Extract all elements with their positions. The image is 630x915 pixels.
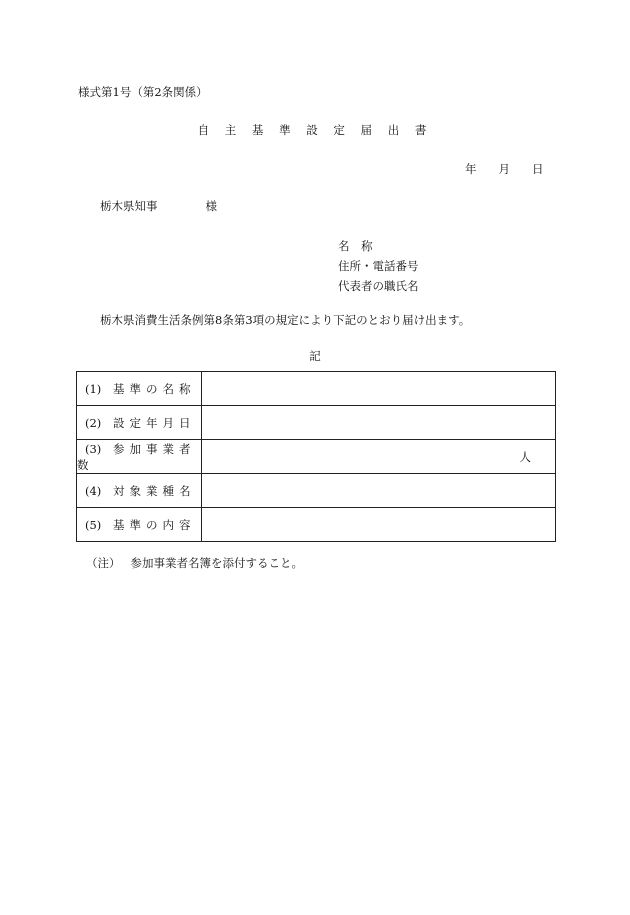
ki-heading: 記 bbox=[309, 349, 321, 363]
item-label: 設定年月日 bbox=[113, 415, 196, 430]
item-value-cell[interactable] bbox=[202, 406, 556, 440]
item-value-cell[interactable] bbox=[202, 508, 556, 542]
table-row bbox=[77, 372, 556, 406]
applicant-name-label: 名 称 bbox=[338, 239, 373, 253]
item-label-cell bbox=[77, 406, 202, 440]
item-label: 対象業種名 bbox=[113, 483, 196, 498]
table-row bbox=[77, 440, 556, 474]
item-number: (2) bbox=[85, 415, 102, 430]
items-table bbox=[76, 371, 556, 542]
item-value-cell[interactable] bbox=[202, 474, 556, 508]
date-line bbox=[443, 161, 544, 177]
item-label: 参加事業者数 bbox=[77, 441, 196, 472]
item-number: (1) bbox=[85, 381, 102, 396]
item-value-cell[interactable] bbox=[202, 372, 556, 406]
table-row bbox=[77, 508, 556, 542]
item-label-cell bbox=[77, 440, 202, 474]
month-label: 月 bbox=[498, 162, 510, 176]
applicant-address-phone-label: 住所・電話番号 bbox=[338, 259, 419, 273]
item-label: 基準の名称 bbox=[113, 381, 196, 396]
applicant-representative-label: 代表者の職氏名 bbox=[338, 279, 419, 293]
item-number: (4) bbox=[85, 483, 102, 498]
note bbox=[86, 555, 303, 571]
item-label-cell bbox=[77, 508, 202, 542]
day-label: 日 bbox=[532, 162, 544, 176]
item-number: (5) bbox=[85, 517, 102, 532]
item-unit: 人 bbox=[519, 449, 531, 464]
form-number: 様式第1号（第2条関係） bbox=[78, 85, 208, 99]
note-text: 参加事業者名簿を添付すること。 bbox=[130, 556, 303, 570]
item-number: (3) bbox=[85, 441, 102, 456]
addressee bbox=[100, 198, 217, 214]
item-value-cell[interactable] bbox=[202, 440, 556, 474]
table-row bbox=[77, 406, 556, 440]
addressee-name: 栃木県知事 bbox=[100, 199, 158, 213]
addressee-honorific: 様 bbox=[205, 199, 217, 213]
year-label: 年 bbox=[465, 162, 477, 176]
item-label-cell bbox=[77, 372, 202, 406]
table-row bbox=[77, 474, 556, 508]
item-label-cell bbox=[77, 474, 202, 508]
note-prefix: （注） bbox=[86, 556, 121, 570]
item-label: 基準の内容 bbox=[113, 517, 196, 532]
body-text: 栃木県消費生活条例第8条第3項の規定により下記のとおり届け出ます。 bbox=[100, 313, 471, 327]
document-title: 自 主 基 準 設 定 届 出 書 bbox=[197, 123, 433, 137]
applicant-block bbox=[338, 236, 419, 296]
